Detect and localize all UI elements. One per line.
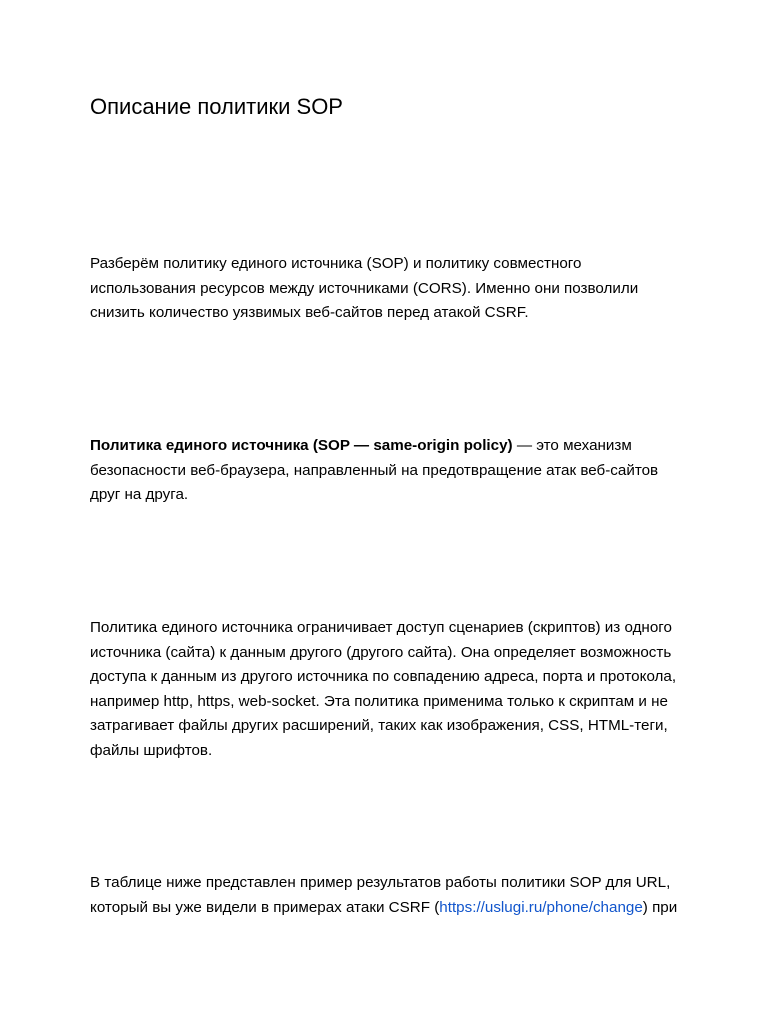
table-intro-text-tail: ) при	[642, 898, 678, 916]
sop-term: Политика единого источника (SOP — same-origin policy)	[90, 437, 513, 454]
page-title: Описание политики SOP	[90, 94, 343, 119]
sop-definition-paragraph	[90, 434, 680, 508]
table-intro-text: В таблице ниже представлен пример результатов работы политики SOP для URL, который вы уже видели в примерах атаки CSRF (	[90, 874, 671, 916]
sop-definition-text: — это механизм безопасности веб-браузера, направленный на предотвращение атак веб-сайтов друг на друга.	[90, 437, 659, 503]
sop-restrictions-paragraph: Политика единого источника ограничивает доступ сценариев (скриптов) из одного источника (сайта) к данным другого (другого сайта). Она определяет возможность доступа к данным из другого источника по совпадению адреса, порта и протокола, например http, https, web-socket. Эта политика применима только к скриптам и не затрагивает файлы других расширений, таких как изображения, CSS, HTML-теги, файлы шрифтов.	[90, 619, 677, 759]
table-intro-paragraph	[90, 871, 680, 920]
example-url-link[interactable]: https://uslugi.ru/phone/change	[439, 898, 643, 916]
intro-paragraph: Разберём политику единого источника (SOP) и политику совместного использования ресурсов между источниками (CORS). Именно они позволили снизить количество уязвимых веб-сайтов перед атакой CSRF.	[90, 255, 639, 321]
